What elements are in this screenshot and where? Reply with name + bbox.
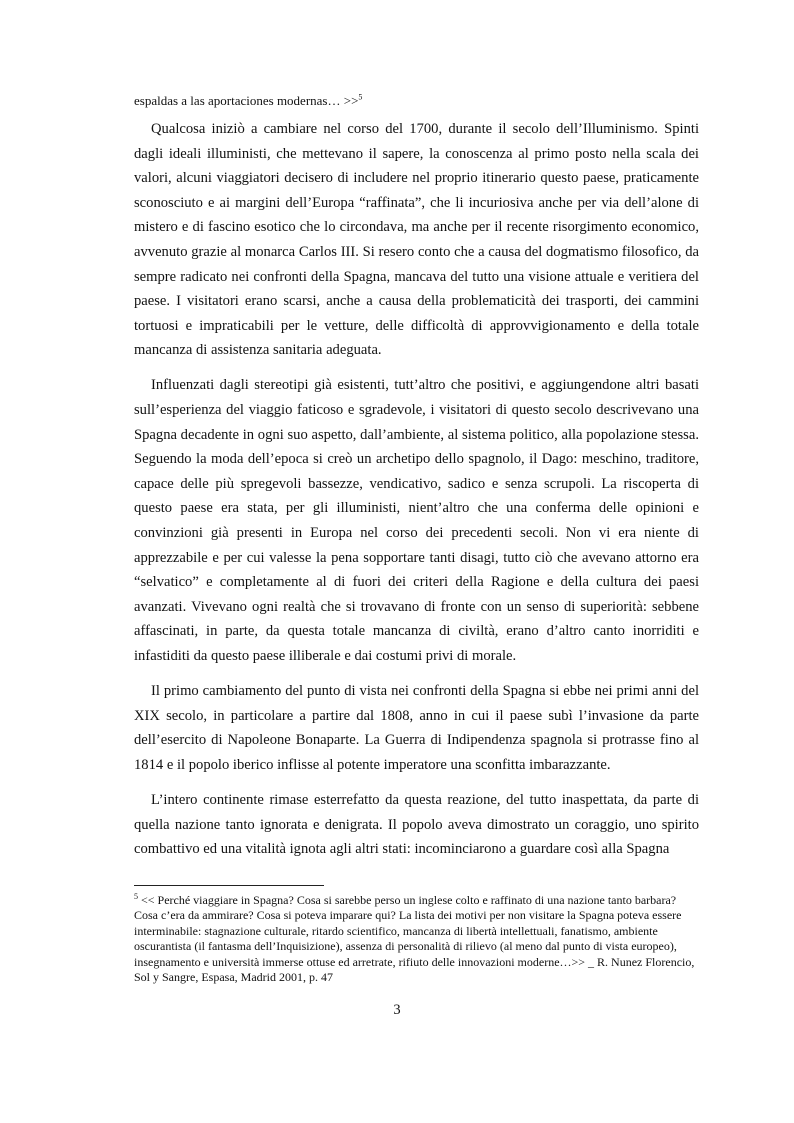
paragraph-2: Influenzati dagli stereotipi già esistenti, tutt’altro che positivi, e aggiungendone altri basati sull’esperienza del viaggio faticoso e sgradevole, i visitatori di questo secolo descrivevano una Spagna decadente in ogni suo aspetto, dall’ambiente, al sistema politico, alla popolazione stessa. Seguendo la moda dell’epoca si creò un archetipo dello spagnolo, il Dago: meschino, traditore, capace delle più spregevoli bassezze, vendicativo, sadico e senza scrupoli. La riscoperta di questo paese era stata, per gli illuministi, nient’altro che una conferma delle opinioni e convinzioni già presenti in Europa nel corso dei precedenti secoli. Non vi era niente di apprezzabile e per cui valesse la pena sopportare tanti disagi, tutto ciò che avevano attorno era “selvatico” e completamente al di fuori dei criteri della Ragione e della cultura dei paesi avanzati. Vivevano ogni realtà che si trovavano di fronte con un senso di superiorità: sebbene affascinati, in parte, da questa totale mancanza di civiltà, erano d’altro canto inorriditi e infastiditi da questo paese illiberale e dai costumi privi di morale. (134, 377, 699, 664)
quote-continuation (134, 92, 694, 110)
footnote-text: << Perché viaggiare in Spagna? Cosa si sarebbe perso un inglese colto e raffinato di una nazione tanto barbara? Cosa c’era da ammirare? Cosa si poteva imparare qui? La lista dei motivi per non visitare la Spagna poteva essere interminabile: stagnazione culturale, ritardo scientifico, mancanza di libertà intellettuali, fanatismo, ambiente oscurantista (il fantasma dell’Inquisizione), assenza di personalità di rilievo (al meno dal punto di vista europeo), insegnamento e università immerse ottuse ed arretrate, rifiuto delle innovazioni moderne…>> _ R. Nunez Florencio, Sol y Sangre, Espasa, Madrid 2001, p. 47 (134, 893, 695, 985)
quote-continuation-text: espaldas a las aportaciones modernas… >> (134, 93, 359, 108)
footnote (134, 893, 700, 985)
footnote-number: 5 (134, 892, 138, 901)
paragraph-3: Il primo cambiamento del punto di vista nei confronti della Spagna si ebbe nei primi anni del XIX secolo, in particolare a partire dal 1808, anno in cui il paese subì l’invasione da parte dell’esercito di Napoleone Bonaparte. La Guerra di Indipendenza spagnola si protrasse fino al 1814 e il popolo iberico inflisse al potente imperatore una sconfitta imbarazzante. (134, 683, 699, 773)
paragraph-4: L’intero continente rimase esterrefatto da questa reazione, del tutto inaspettata, da parte di quella nazione tanto ignorata e denigrata. Il popolo aveva dimostrato un coraggio, uno spirito combattivo ed una vitalità ignota agli altri stati: incominciarono a guardare così alla Spagna (134, 791, 699, 858)
footnote-reference[interactable]: 5 (358, 92, 363, 102)
body-text (134, 117, 699, 872)
paragraph-1: Qualcosa iniziò a cambiare nel corso del 1700, durante il secolo dell’Illuminismo. Spinti dagli ideali illuministi, che mettevano il sapere, la conoscenza al primo posto nella scala dei valori, alcuni viaggiatori decisero di includere nel proprio itinerario questo paese, praticamente sconosciuto e ai margini dell’Europa “raffinata”, che li incuriosiva anche per via dell’alone di mistero e di fascino esotico che lo circondava, ma anche per il recente risorgimento economico, avvenuto grazie al monarca Carlos III. Si resero conto che a causa del dogmatismo filosofico, da sempre radicato nei confronti della Spagna, mancava del tutto una visione attuale e veritiera del paese. I visitatori erano scarsi, anche a causa della problematicità dei trasporti, dei cammini tortuosi e impraticabili per le vetture, delle difficoltà di approvvigionamento e della totale mancanza di assistenza sanitaria adeguata. (134, 121, 699, 359)
footnote-divider (134, 885, 324, 886)
page-number: 3 (393, 1002, 401, 1018)
